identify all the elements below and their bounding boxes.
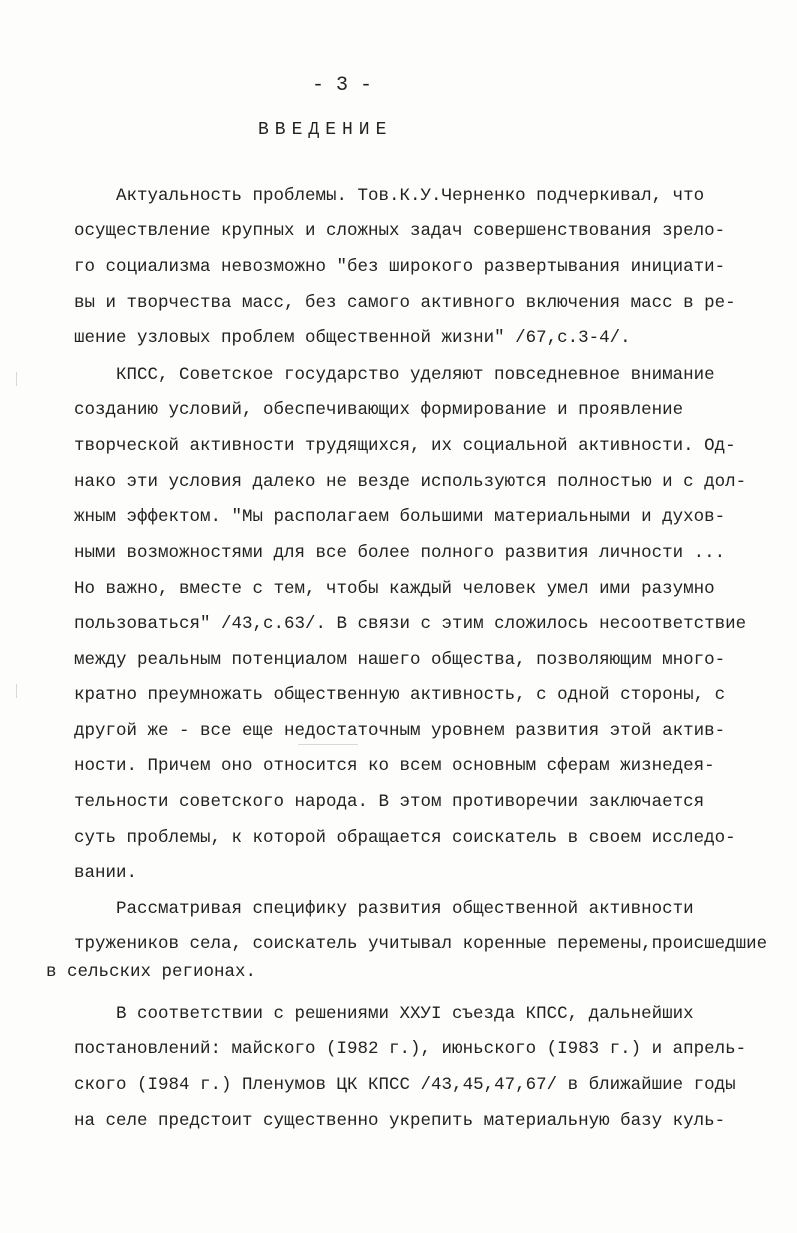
text-line: Актуальность проблемы. Тов.К.У.Черненко подчеркивал, что — [116, 186, 705, 206]
text-line: ности. Причем оно относится ко всем основным сферам жизнедея- — [74, 756, 715, 776]
text-line: творческой активности трудящихся, их социальной активности. Од- — [74, 436, 736, 456]
text-line: суть проблемы, к которой обращается соискатель в своем исследо- — [74, 828, 736, 848]
text-line: вы и творчества масс, без самого активного включения масс в ре- — [74, 293, 736, 313]
scan-mark — [16, 684, 17, 698]
text-line: го социализма невозможно "без широкого развертывания инициати- — [74, 257, 726, 277]
text-line: КПСС, Советское государство уделяют повседневное внимание — [116, 365, 715, 385]
text-line: жным эффектом. "Мы располагаем большими материальными и духов- — [74, 507, 726, 527]
text-line: между реальным потенциалом нашего общества, позволяющим много- — [74, 650, 726, 670]
text-line: созданию условий, обеспечивающих формирование и проявление — [74, 400, 684, 420]
scan-mark — [298, 744, 358, 745]
scan-mark — [16, 372, 17, 386]
text-line: кратно преумножать общественную активность, с одной стороны, с — [74, 685, 726, 705]
text-line: Рассматривая специфику развития общественной активности — [116, 899, 694, 919]
text-line: тружеников села, соискатель учитывал коренные перемены,происшедшие — [74, 934, 768, 954]
text-line: В соответствии с решениями ХХУI съезда КПСС, дальнейших — [116, 1004, 694, 1024]
text-line: вании. — [74, 863, 138, 883]
text-line: постановлений: майского (I982 г.), июньского (I983 г.) и апрель- — [74, 1039, 747, 1059]
text-line: нако эти условия далеко не везде используются полностью и с дол- — [74, 472, 747, 492]
text-line: на селе предстоит существенно укрепить материальную базу куль- — [74, 1111, 726, 1131]
section-heading: ВВЕДЕНИЕ — [258, 120, 393, 140]
text-line: в сельских регионах. — [46, 962, 257, 982]
text-line: ского (I984 г.) Пленумов ЦК КПСС /43,45,47,67/ в ближайшие годы — [74, 1075, 736, 1095]
text-line: другой же - все еще недостаточным уровнем развития этой актив- — [74, 721, 726, 741]
page-number: - 3 - — [312, 74, 373, 97]
text-line: осуществление крупных и сложных задач совершенствования зрело- — [74, 221, 726, 241]
text-line: тельности советского народа. В этом противоречии заключается — [74, 792, 705, 812]
text-line: Но важно, вместе с тем, чтобы каждый человек умел ими разумно — [74, 579, 715, 599]
text-line: шение узловых проблем общественной жизни" /67,с.3-4/. — [74, 328, 631, 348]
text-line: пользоваться" /43,с.63/. В связи с этим сложилось несоответствие — [74, 614, 747, 634]
text-line: ными возможностями для все более полного развития личности ... — [74, 543, 726, 563]
